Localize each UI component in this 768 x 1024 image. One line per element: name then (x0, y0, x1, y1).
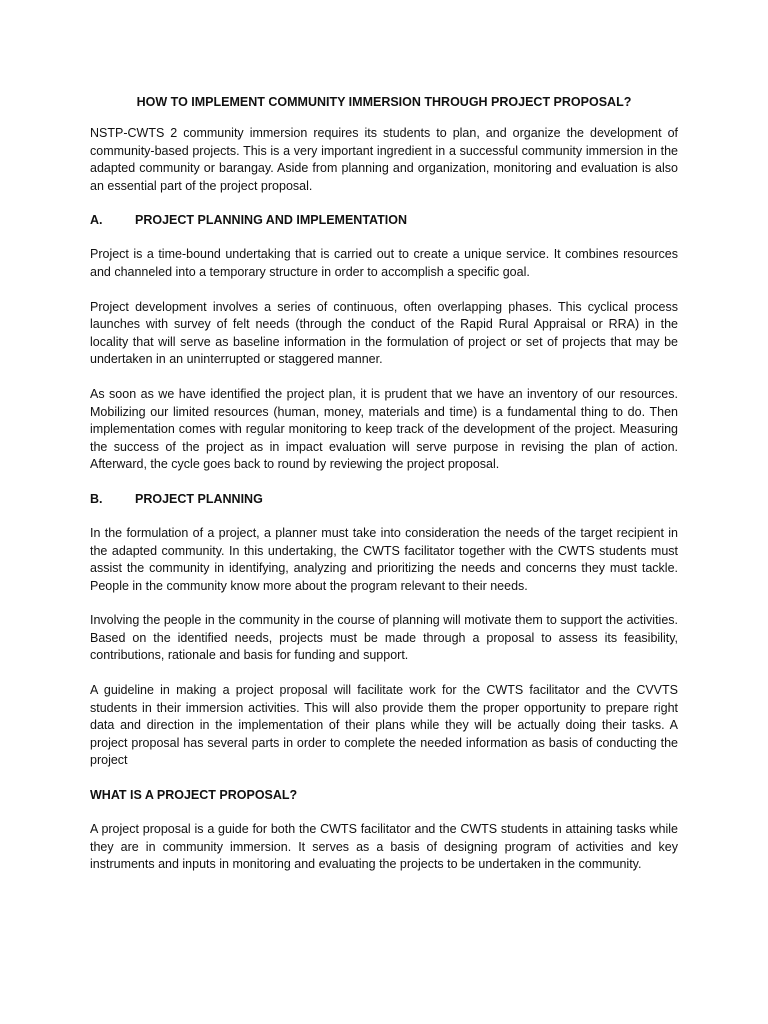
intro-paragraph: NSTP-CWTS 2 community immersion requires its students to plan, and organize the development of community-based projects. This is a very important ingredient in a successful community immersion in the adapted community or barangay. Aside from planning and organization, monitoring and evaluation is also an essential part of the project proposal. (90, 126, 678, 193)
section-b-paragraph-3: A guideline in making a project proposal will facilitate work for the CWTS facilitator and the CVVTS students in their immersion activities. This will also provide them the proper opportunity to prepare right data and direction in the implementation of their plans while they will be actually doing their tasks. A project proposal has several parts in order to complete the needed information as basis of conducting the project (90, 683, 678, 768)
section-c-heading: WHAT IS A PROJECT PROPOSAL? (90, 788, 298, 803)
section-b-letter: B. (90, 491, 103, 506)
section-a-heading (90, 212, 678, 229)
section-c-paragraph-1: A project proposal is a guide for both the CWTS facilitator and the CWTS students in attaining tasks while they are in community immersion. It serves as a basis of designing program of activities and key instruments and inputs in monitoring and evaluating the projects to be undertaken in the community. (90, 822, 678, 872)
section-b-paragraph-2: Involving the people in the community in the course of planning will motivate them to support the activities. Based on the identified needs, projects must be made through a proposal to assess its feasibility, contributions, rationale and basis for funding and support. (90, 613, 678, 663)
section-b-paragraph-1: In the formulation of a project, a planner must take into consideration the needs of the target recipient in the adapted community. In this undertaking, the CWTS facilitator together with the CWTS students must assist the community in identifying, analyzing and prioritizing the needs and concerns they must tackle. People in the community know more about the program relevant to their needs. (90, 525, 678, 593)
section-a-title: PROJECT PLANNING AND IMPLEMENTATION (135, 213, 407, 228)
section-b-heading (90, 491, 678, 508)
document-title: HOW TO IMPLEMENT COMMUNITY IMMERSION THROUGH PROJECT PROPOSAL? (136, 95, 632, 109)
section-a-letter: A. (90, 213, 103, 228)
section-a-paragraph-2: Project development involves a series of continuous, often overlapping phases. This cyclical process launches with survey of felt needs (through the conduct of the Rapid Rural Appraisal or RRA) in the locality that will serve as baseline information in the formulation of project or set of projects that may be undertaken in an uninterrupted or staggered manner. (90, 299, 678, 367)
section-a-paragraph-3: As soon as we have identified the project plan, it is prudent that we have an inventory of our resources. Mobilizing our limited resources (human, money, materials and time) is a fundamental thing to do. Then implementation comes with regular monitoring to keep track of the development of the project. Measuring the success of the project as in impact evaluation will serve purpose in revising the plan of action. Afterward, the cycle goes back to round by reviewing the project proposal. (90, 386, 678, 472)
section-a-paragraph-1: Project is a time-bound undertaking that is carried out to create a unique service. It combines resources and channeled into a temporary structure in order to accomplish a specific goal. (90, 247, 678, 279)
section-b-title: PROJECT PLANNING (135, 491, 263, 506)
